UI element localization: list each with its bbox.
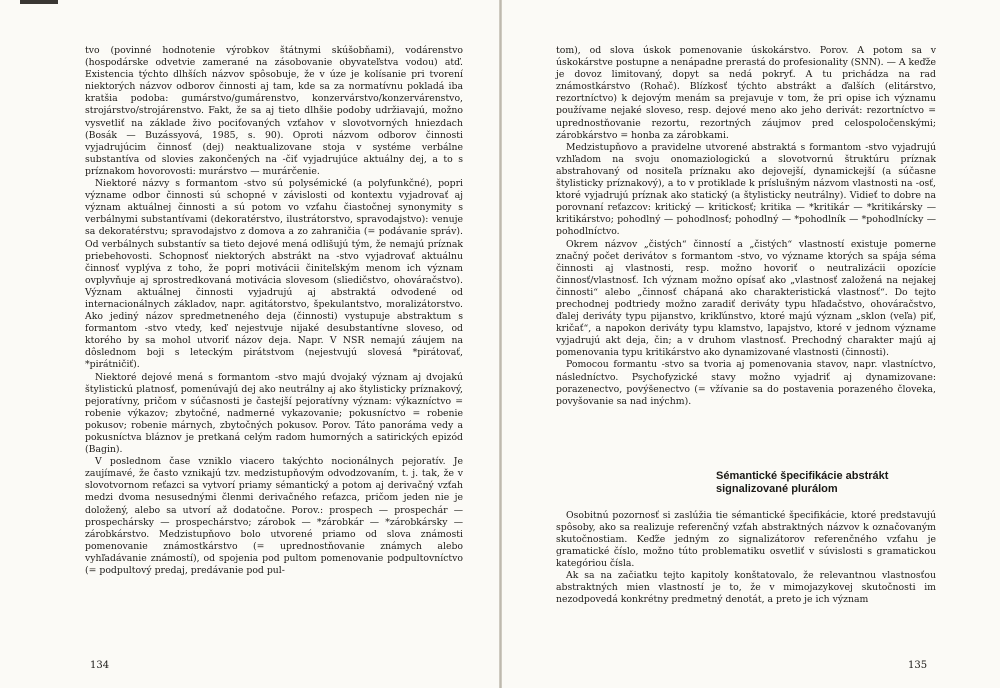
right-paragraph-5: Osobitnú pozornosť si zaslúžia tie sémantické špecifikácie, ktoré predstavujú spôsoby, ako sa realizuje referenčný vzťah abstraktných názvov k označovaným skutočnostiam. Keďže jedným zo signalizátorov referenčného vzťahu je gramatické číslo, možno túto problematiku osvetliť v súvislosti s gramatickou kategóriou čísla. — [556, 509, 936, 570]
right-paragraph-2: Medzistupňovo a pravidelne utvorené abstraktá s formantom -stvo vyjadrujú vzhľadom na svoju onomaziologickú a slovotvornú štruktúru príznak abstrahovaný od nositeľa príznaku ako dejovejší, dynamickejší (a súčasne štylisticky príznakový), a to v protiklade k príslušným názvom vlastnosti na -osť, ktoré vyjadrujú príznak ako statický (a štylisticky neutrálny). Vidieť to dobre na porovnaní reťazcov: kritický — kritickosť; kritika — *kritikár — *kritikársky — kritikárstvo; pohodlný — pohodlnosť; pohodlný — *pohodlník — *pohodlnícky — pohodlníctvo. — [556, 141, 936, 238]
book-gutter — [499, 0, 502, 688]
scan-edge-mark — [20, 0, 58, 4]
left-paragraph-4: V poslednom čase vzniklo viacero takýchto nocionálnych pejoratív. Je zaujímavé, že často vznikajú tzv. medzistupňovým odvodzovaním, t. j. tak, že v slovotvornom reťazci sa vytvorí priamy sémantický a potom aj derivačný vzťah medzi dvoma nesusednými členmi derivačného reťazca, pričom jeden nie je doložený, alebo sa utvorí až dodatočne. Porov.: prospech — prospechár — prospechársky — prospechárstvo; zárobok — *zárobkár — *zárobkársky — zárobkárstvo. Medzistupňovo bolo utvorené priamo od slova známosti pomenovanie známostkárstvo (= uprednostňovanie známych alebo vyhľadávanie známostí), od spojenia pod pultom pomenovanie podpultovníctvo (= podpultový predaj, predávanie pod pul- — [85, 456, 463, 577]
section-heading-line-2: signalizované plurálom — [716, 482, 838, 495]
left-paragraph-1: tvo (povinné hodnotenie výrobkov štátnymi skúšobňami), vodárenstvo (hospodárske odvetvie zamerané na zásobovanie obyvateľstva vodou) atď. Existencia týchto dlhších názvov spôsobuje, že v úze je kolísanie pri tvorení niektorých názvov odborov činnosti aj tam, kde sa za normatívnu pokladá iba kratšia podoba: gumárstvo/gumárenstvo, konzervárstvo/konzervárenstvo, strojárstvo/strojárenstvo. Fakt, že sa aj tieto dlhšie podoby udržiavajú, možno vysvetliť na základe živo pociťovaných vzťahov v slovotvorných hniezdach (Bosák — Buzássyová, 1985, s. 90). Oproti názvom odborov činnosti vyjadrujúcim činnosť (dej) neaktualizovane stoja v systéme verbálne substantíva od slovies zakončených na -čiť vyjadrujúce aktuálny dej, a to s príznakom hovorovosti: murárstvo — murárčenie. — [85, 45, 463, 177]
right-paragraph-3: Okrem názvov „čistých“ činností a „čistých“ vlastností existuje pomerne značný počet derivátov s formantom -stvo, vo význame ktorých sa spája séma činnosti aj vlastnosti, resp. možno hovoriť o neutralizácii opozície činnosť/vlastnosť. Ich význam možno opísať ako „vlastnosť založená na nejakej činnosti“ alebo „činnosť chápaná ako charakteristická vlastnosť“. Do tejto prechodnej podtriedy možno zaradiť deriváty typu hľadačstvo, ohováračstvo, ďalej deriváty typu pijanstvo, krikľúnstvo, ktoré majú význam „sklon (veľa) piť, kričať“, a napokon deriváty typu klamstvo, lapajstvo, ktoré v jednom význame vyjadrujú akt deja, čin; a v druhom vlastnosť. Prechodný charakter majú aj pomenovania typu kritikárstvo ako dynamizované vlastnosti (činnosti). — [556, 238, 936, 359]
left-page — [85, 45, 463, 577]
page-number-left: 134 — [90, 660, 110, 671]
right-paragraph-4: Pomocou formantu -stvo sa tvoria aj pomenovania stavov, napr. vlastníctvo, následníctvo. Psychofyzické stavy možno vyjadriť aj dynamizovane: porazenectvo, povýšenectvo (= vžívanie sa do postavenia porazeného človeka, povyšovanie sa nad inýchm). — [556, 359, 936, 407]
right-paragraph-1: tom), od slova úskok pomenovanie úskokárstvo. Porov. A potom sa v úskokárstve postupne a nenápadne prerastá do profesionality (SNN). — A keďže je dovoz limitovaný, dopyt sa nedá pokryť. A tu prichádza na rad známostkárstvo (Rohač). Blízkosť týchto abstrákt a ďalších (elitárstvo, rezortníctvo) k dejovým menám sa prejavuje v tom, že pri opise ich významu používame nejaké sloveso, resp. dejové meno ako jeho derivát: rezortníctvo = uprednostňovanie rezortu, rezortných záujmov pred celospoločenskými; zárobkárstvo = honba za zárobkami. — [556, 45, 936, 141]
right-paragraph-6: Ak sa na začiatku tejto kapitoly konštatovalo, že relevantnou vlastnosťou abstraktných mien vlastností je to, že v mimojazykovej skutočnosti im nezodpovedá konkrétny predmetný denotát, a preto je ich význam — [556, 570, 936, 606]
right-page — [556, 45, 936, 607]
left-paragraph-2: Niektoré názvy s formantom -stvo sú polysémické (a polyfunkčné), popri význame odbor činnosti sú schopné v závislosti od kontextu vyjadrovať aj význam aktuálnej činnosti a sú potom vo vzťahu čiastočnej synonymity s verbálnymi substantívami (dekoratérstvo, ilustrátorstvo, spravodajstvo): venuje sa dekoratérstvu; spravodajstvo z domova a zo zahraničia (= podávanie správ). Od verbálnych substantív sa tieto dejové mená odlišujú tým, že nemajú príznak priebehovosti. Schopnosť niektorých abstrákt na -stvo vyjadrovať aktuálnu činnosť vyplýva z toho, že popri motivácii činiteľským menom ich význam ovplyvňuje aj sprostredkovaná motivácia slovesom (sliedičstvo, ohováračstvo). Význam aktuálnej činnosti vyjadrujú aj abstraktá odvodené od internacionálnych základov, napr. agitátorstvo, špekulantstvo, moralizátorstvo. Ako jediný názov spredmetneného deja (činnosti) vystupuje abstraktum s formantom -stvo vtedy, keď nejestvuje nijaké desubstantívne sloveso, od ktorého by sa mohol utvoriť názov deja. Napr. V NSR nemajú záujem na dôslednom boji s leteckým pirátstvom (nejestvujú slovesá *pirátovať, *pirátničiť). — [85, 178, 463, 371]
left-paragraph-3: Niektoré dejové mená s formantom -stvo majú dvojaký význam aj dvojakú štylistickú platnosť, pomenúvajú dej ako neutrálny aj ako štylisticky príznakový, pejoratívny, pričom v súčasnosti je častejší pejoratívny význam: výkazníctvo = robenie výkazov; zbytočné, nadmerné vykazovanie; pokusníctvo = robenie pokusov; robenie márnych, zbytočných pokusov. Porov. Táto panoráma vedy a pokusníctva bláznov je pretkaná celým radom humorných a satirických epizód (Bagin). — [85, 371, 463, 456]
page-number-right: 135 — [908, 660, 928, 671]
section-heading-line-1: Sémantické špecifikácie abstrákt — [716, 469, 889, 482]
section-heading — [716, 470, 936, 496]
